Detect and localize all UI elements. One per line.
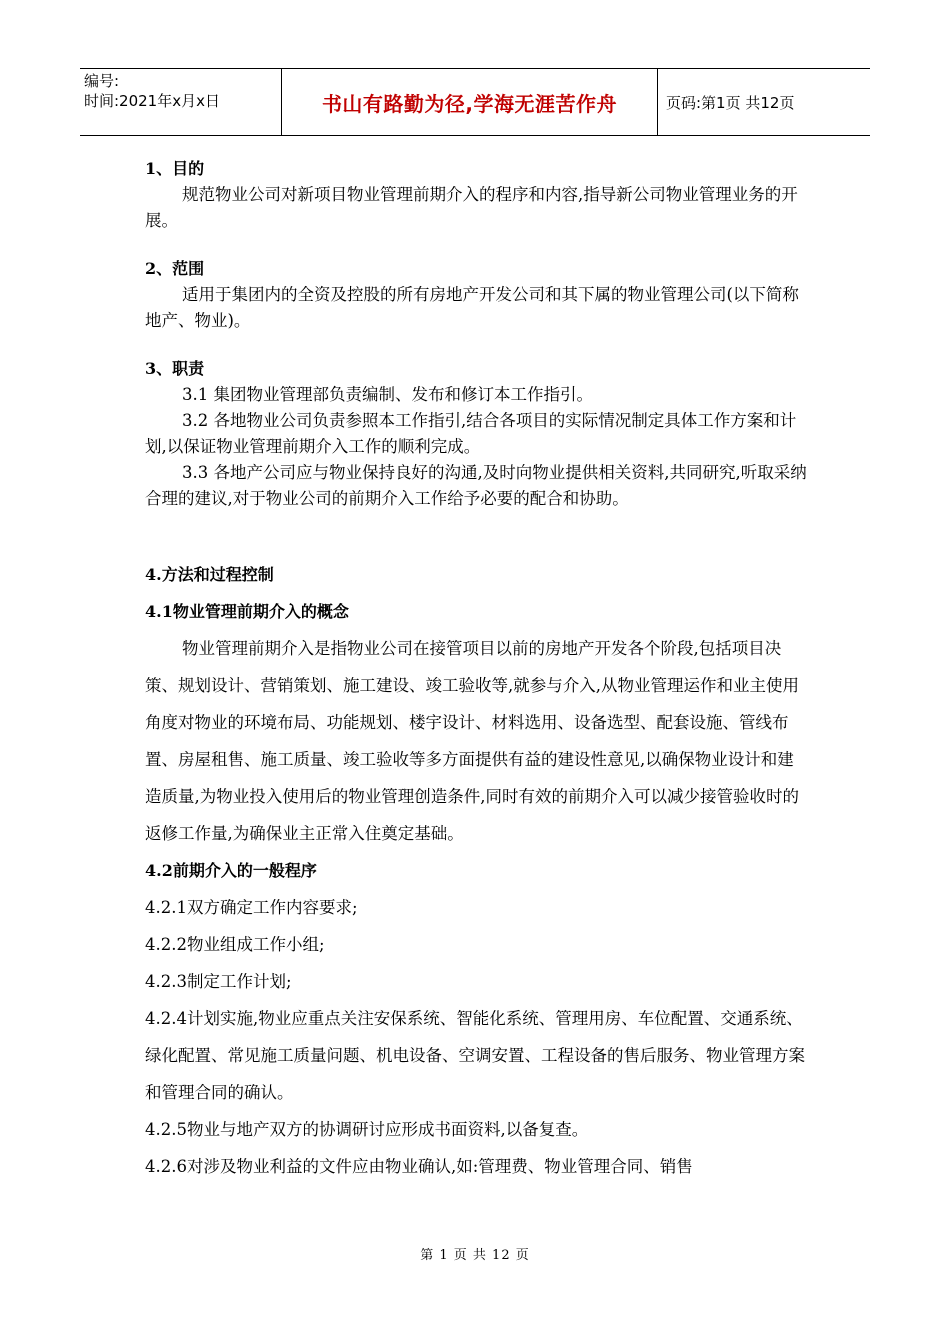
section-2-paragraph: 适用于集团内的全资及控股的所有房地产开发公司和其下属的物业管理公司(以下简称地产、物业)。	[145, 285, 799, 330]
section-1-paragraph: 规范物业公司对新项目物业管理前期介入的程序和内容,指导新公司物业管理业务的开展。	[145, 185, 798, 230]
section-4-2-3: 4.2.3制定工作计划;	[145, 972, 292, 991]
section-4-2-6: 4.2.6对涉及物业利益的文件应由物业确认,如:管理费、物业管理合同、销售	[145, 1157, 693, 1176]
section-3-2: 3.2 各地物业公司负责参照本工作指引,结合各项目的实际情况制定具体工作方案和计划,以保证物业管理前期介入工作的顺利完成。	[145, 411, 797, 456]
header-page-label: 页码:第1页 共12页	[666, 93, 795, 112]
page-footer: 第 1 页 共 12 页	[420, 1248, 530, 1263]
section-3-3: 3.3 各地产公司应与物业保持良好的沟通,及时向物业提供相关资料,共同研究,听取采纳合理的建议,对于物业公司的前期介入工作给予必要的配合和协助。	[145, 463, 807, 508]
section-3-1: 3.1 集团物业管理部负责编制、发布和修订本工作指引。	[182, 385, 593, 404]
section-4-title: 4.方法和过程控制	[145, 565, 274, 584]
section-4-2-1: 4.2.1双方确定工作内容要求;	[145, 898, 358, 917]
section-4-1-paragraph: 物业管理前期介入是指物业公司在接管项目以前的房地产开发各个阶段,包括项目决策、规划设计、营销策划、施工建设、竣工验收等,就参与介入,从物业管理运作和业主使用角度对物业的环境布局、功能规划、楼宇设计、材料选用、设备选型、配套设施、管线布置、房屋租售、施工质量、竣工验收等多方面提供有益的建设性意见,以确保物业设计和建造质量,为物业投入使用后的物业管理创造条件,同时有效的前期介入可以减少接管验收时的返修工作量,为确保业主正常入住奠定基础。	[145, 639, 799, 843]
section-4-2-5: 4.2.5物业与地产双方的协调研讨应形成书面资料,以备复查。	[145, 1120, 589, 1139]
header-table	[80, 68, 870, 136]
document-body-section-4	[145, 556, 810, 1185]
section-4-1-title: 4.1物业管理前期介入的概念	[145, 602, 349, 621]
section-1-title: 1、目的	[145, 159, 205, 178]
header-motto: 书山有路勤为径,学海无涯苦作舟	[282, 69, 658, 135]
section-4-2-2: 4.2.2物业组成工作小组;	[145, 935, 325, 954]
section-4-2-4: 4.2.4计划实施,物业应重点关注安保系统、智能化系统、管理用房、车位配置、交通系统、绿化配置、常见施工质量问题、机电设备、空调安置、工程设备的售后服务、物业管理方案和管理合同的确认。	[145, 1009, 805, 1102]
header-meta	[80, 69, 282, 135]
document-body-top	[145, 156, 810, 512]
section-2-title: 2、范围	[145, 259, 205, 278]
document-number-label: 编号:	[84, 72, 120, 90]
section-3-title: 3、职责	[145, 359, 205, 378]
section-4-2-title: 4.2前期介入的一般程序	[145, 861, 317, 880]
document-time-label: 时间:2021年x月x日	[84, 92, 220, 110]
